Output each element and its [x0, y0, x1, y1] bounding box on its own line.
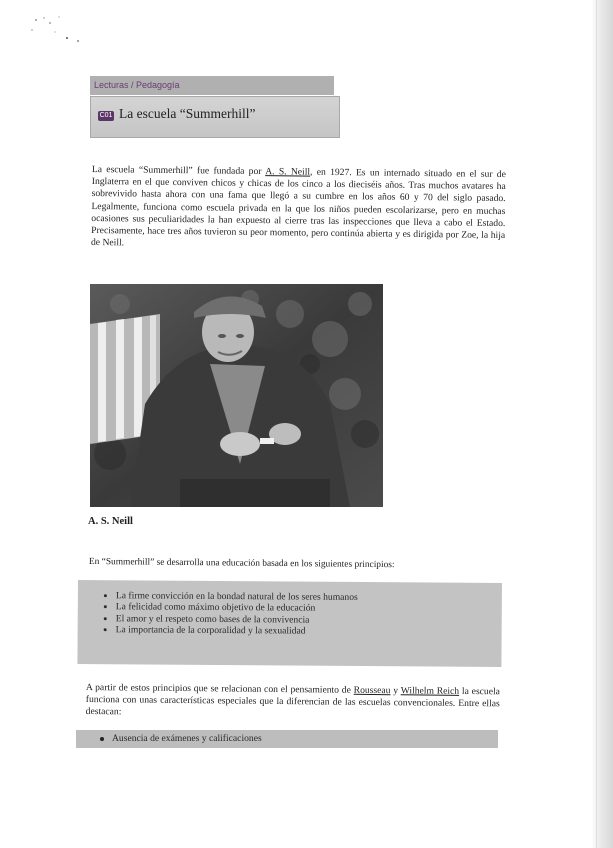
section-kicker: Lecturas / Pedagogía	[90, 76, 334, 95]
scan-specks	[26, 8, 86, 48]
relation-paragraph	[86, 682, 500, 723]
relation-text-rest: la escuela funciona con unas características especiales que la diferencian de las escuelas convencionales. Entre ellas destacan:	[85, 685, 500, 718]
principle-item: • La felicidad como máximo objetivo de la educación	[116, 602, 502, 616]
section-title-box	[90, 96, 340, 138]
features-box	[76, 730, 498, 748]
relation-text-start: A partir de estos principios que se relacionan con el pensamiento de	[85, 682, 354, 696]
scan-edge-shade	[591, 0, 613, 848]
section-header	[90, 76, 342, 142]
rousseau-link[interactable]: Rousseau	[353, 684, 391, 697]
bullet-icon	[100, 737, 104, 741]
section-badge-icon: C01	[99, 112, 113, 119]
intro-text-start: La escuela “Summerhill” fue fundada por	[91, 164, 266, 178]
portrait-image	[90, 284, 383, 507]
principle-item: • El amor y el respeto como bases de la convivencia	[116, 613, 502, 627]
principles-box	[77, 580, 502, 667]
neill-link[interactable]: A. S. Neill	[265, 166, 311, 178]
page-title: La escuela “Summerhill”	[119, 106, 256, 121]
feature-item: Ausencia de exámenes y calificaciones	[112, 733, 262, 744]
neill-photo	[90, 284, 383, 507]
principle-item: • La importancia de la corporalidad y la sexualidad	[116, 624, 502, 638]
principles-list	[102, 590, 502, 638]
reich-link[interactable]: Wilhelm Reich	[400, 685, 460, 697]
intro-text-rest: , en 1927. Es un internado situado en el sur de Inglaterra en el que conviven chicos y chicas de los cinco a los dieciséis años. Tras muchos avatares ha sobrevivido hasta ahora con una fama que llegó a su cumbre en los años 60 y 70 del siglo pasado. Legalmente, funciona como escuela privada en la que los niños pueden escolarizarse, pero en muchas ocasiones sus peculiaridades la han expuesto al cierre tras las inspecciones que lleva a cabo el Estado. Precisamente, hace tres años tuvieron su peor momento, pero continúa abierta y es dirigida por Zoe, la hija de Neill.	[90, 166, 506, 249]
principle-item: • La firme convicción en la bondad natural de los seres humanos	[116, 590, 502, 604]
intro-paragraph	[91, 164, 506, 254]
principles-intro: En “Summerhill” se desarrolla una educación basada en los siguientes principios:	[88, 556, 395, 571]
photo-caption: A. S. Neill	[88, 516, 133, 527]
relation-connector: y	[390, 685, 401, 697]
